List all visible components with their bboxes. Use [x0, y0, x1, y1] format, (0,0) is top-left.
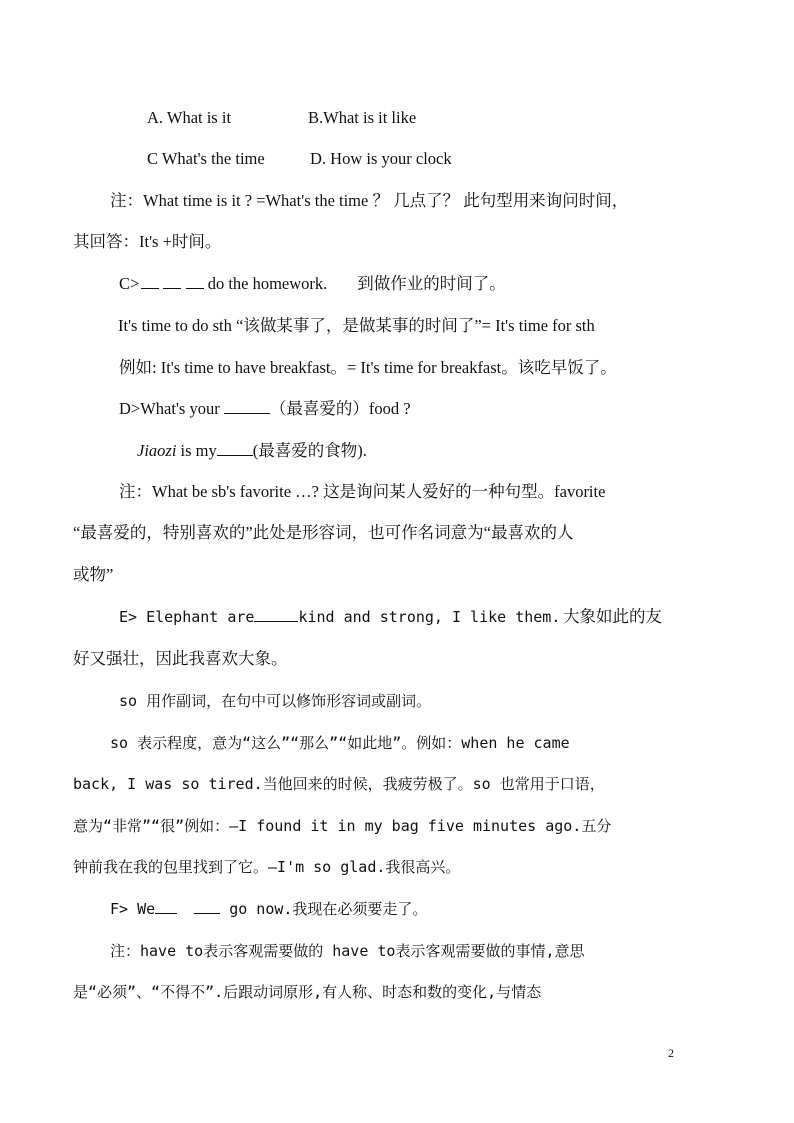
page-number: 2 — [668, 1046, 674, 1060]
question-c-text: do the homework. — [207, 274, 328, 293]
blank — [224, 399, 270, 414]
note-time-answer: 其回答：It's +时间。 — [73, 232, 222, 251]
so-degree-colloquial-cont: 钟前我在我的包里找到了它。—I'm so glad.我很高兴。 — [73, 858, 461, 876]
question-f-text: go now.我现在必须要走了。 — [229, 900, 428, 918]
note-favorite-end: 或物” — [73, 565, 114, 584]
question-c — [119, 274, 506, 294]
question-e-translation-cont: 好又强壮，因此我喜欢大象。 — [73, 649, 288, 668]
so-degree-note: so 表示程度，意为“这么”“那么”“如此地”。例如：when he came — [110, 734, 570, 752]
blank — [254, 607, 298, 622]
question-d — [119, 399, 411, 419]
so-degree-example: back, I was so tired.当他回来的时候，我疲劳极了。so 也常用于口语， — [73, 775, 605, 793]
question-f-label: F> We — [110, 900, 156, 918]
blank — [186, 274, 204, 289]
option-d: D. How is your clock — [310, 149, 452, 168]
jiaozi-text: is my — [176, 441, 217, 460]
question-f — [110, 899, 427, 919]
jiaozi-translation: (最喜爱的食物). — [252, 441, 367, 460]
note-time-question: 注：What time is it ? =What's the time ？ 几点了？ 此句型用来询问时间， — [110, 191, 629, 210]
note-have-to-cont: 是“必须”、“不得不”.后跟动词原形,有人称、时态和数的变化,与情态 — [73, 983, 542, 1001]
its-time-example: 例如: It's time to have breakfast。= It's time for breakfast。该吃早饭了。 — [119, 358, 617, 377]
blank — [155, 899, 177, 914]
option-b: B.What is it like — [308, 108, 417, 127]
question-d-label: D>What's your — [119, 399, 220, 418]
question-c-label: C> — [119, 274, 140, 293]
question-d-rest: （最喜爱的）food ? — [269, 399, 411, 418]
question-e-text: kind and strong, I like them. — [298, 608, 561, 626]
blank — [163, 274, 181, 289]
so-adverb-note: so 用作副词，在句中可以修饰形容词或副词。 — [119, 692, 432, 710]
option-c: C What's the time — [147, 149, 265, 168]
jiaozi-word: Jiaozi — [137, 441, 177, 460]
blank — [141, 274, 159, 289]
jiaozi-sentence — [137, 441, 367, 461]
option-a: A. What is it — [147, 108, 232, 127]
question-e — [119, 607, 560, 627]
blank — [217, 441, 253, 456]
blank — [194, 899, 220, 914]
note-favorite: 注：What be sb's favorite …? 这是询问某人爱好的一种句型。favorite — [119, 482, 606, 501]
note-favorite-cont: “最喜爱的，特别喜欢的”此处是形容词，也可作名词意为“最喜欢的人 — [73, 523, 574, 542]
its-time-rule: It's time to do sth “该做某事了，是做某事的时间了”= It's time for sth — [118, 316, 595, 335]
question-e-label: E> Elephant are — [119, 608, 255, 626]
question-c-translation: 到做作业的时间了。 — [357, 274, 506, 293]
so-degree-colloquial: 意为“非常”“很”例如：—I found it in my bag five minutes ago.五分 — [73, 817, 612, 835]
question-e-translation: 大象如此的友 — [563, 607, 662, 626]
note-have-to: 注：have to表示客观需要做的 have to表示客观需要做的事情,意思 — [110, 942, 585, 960]
